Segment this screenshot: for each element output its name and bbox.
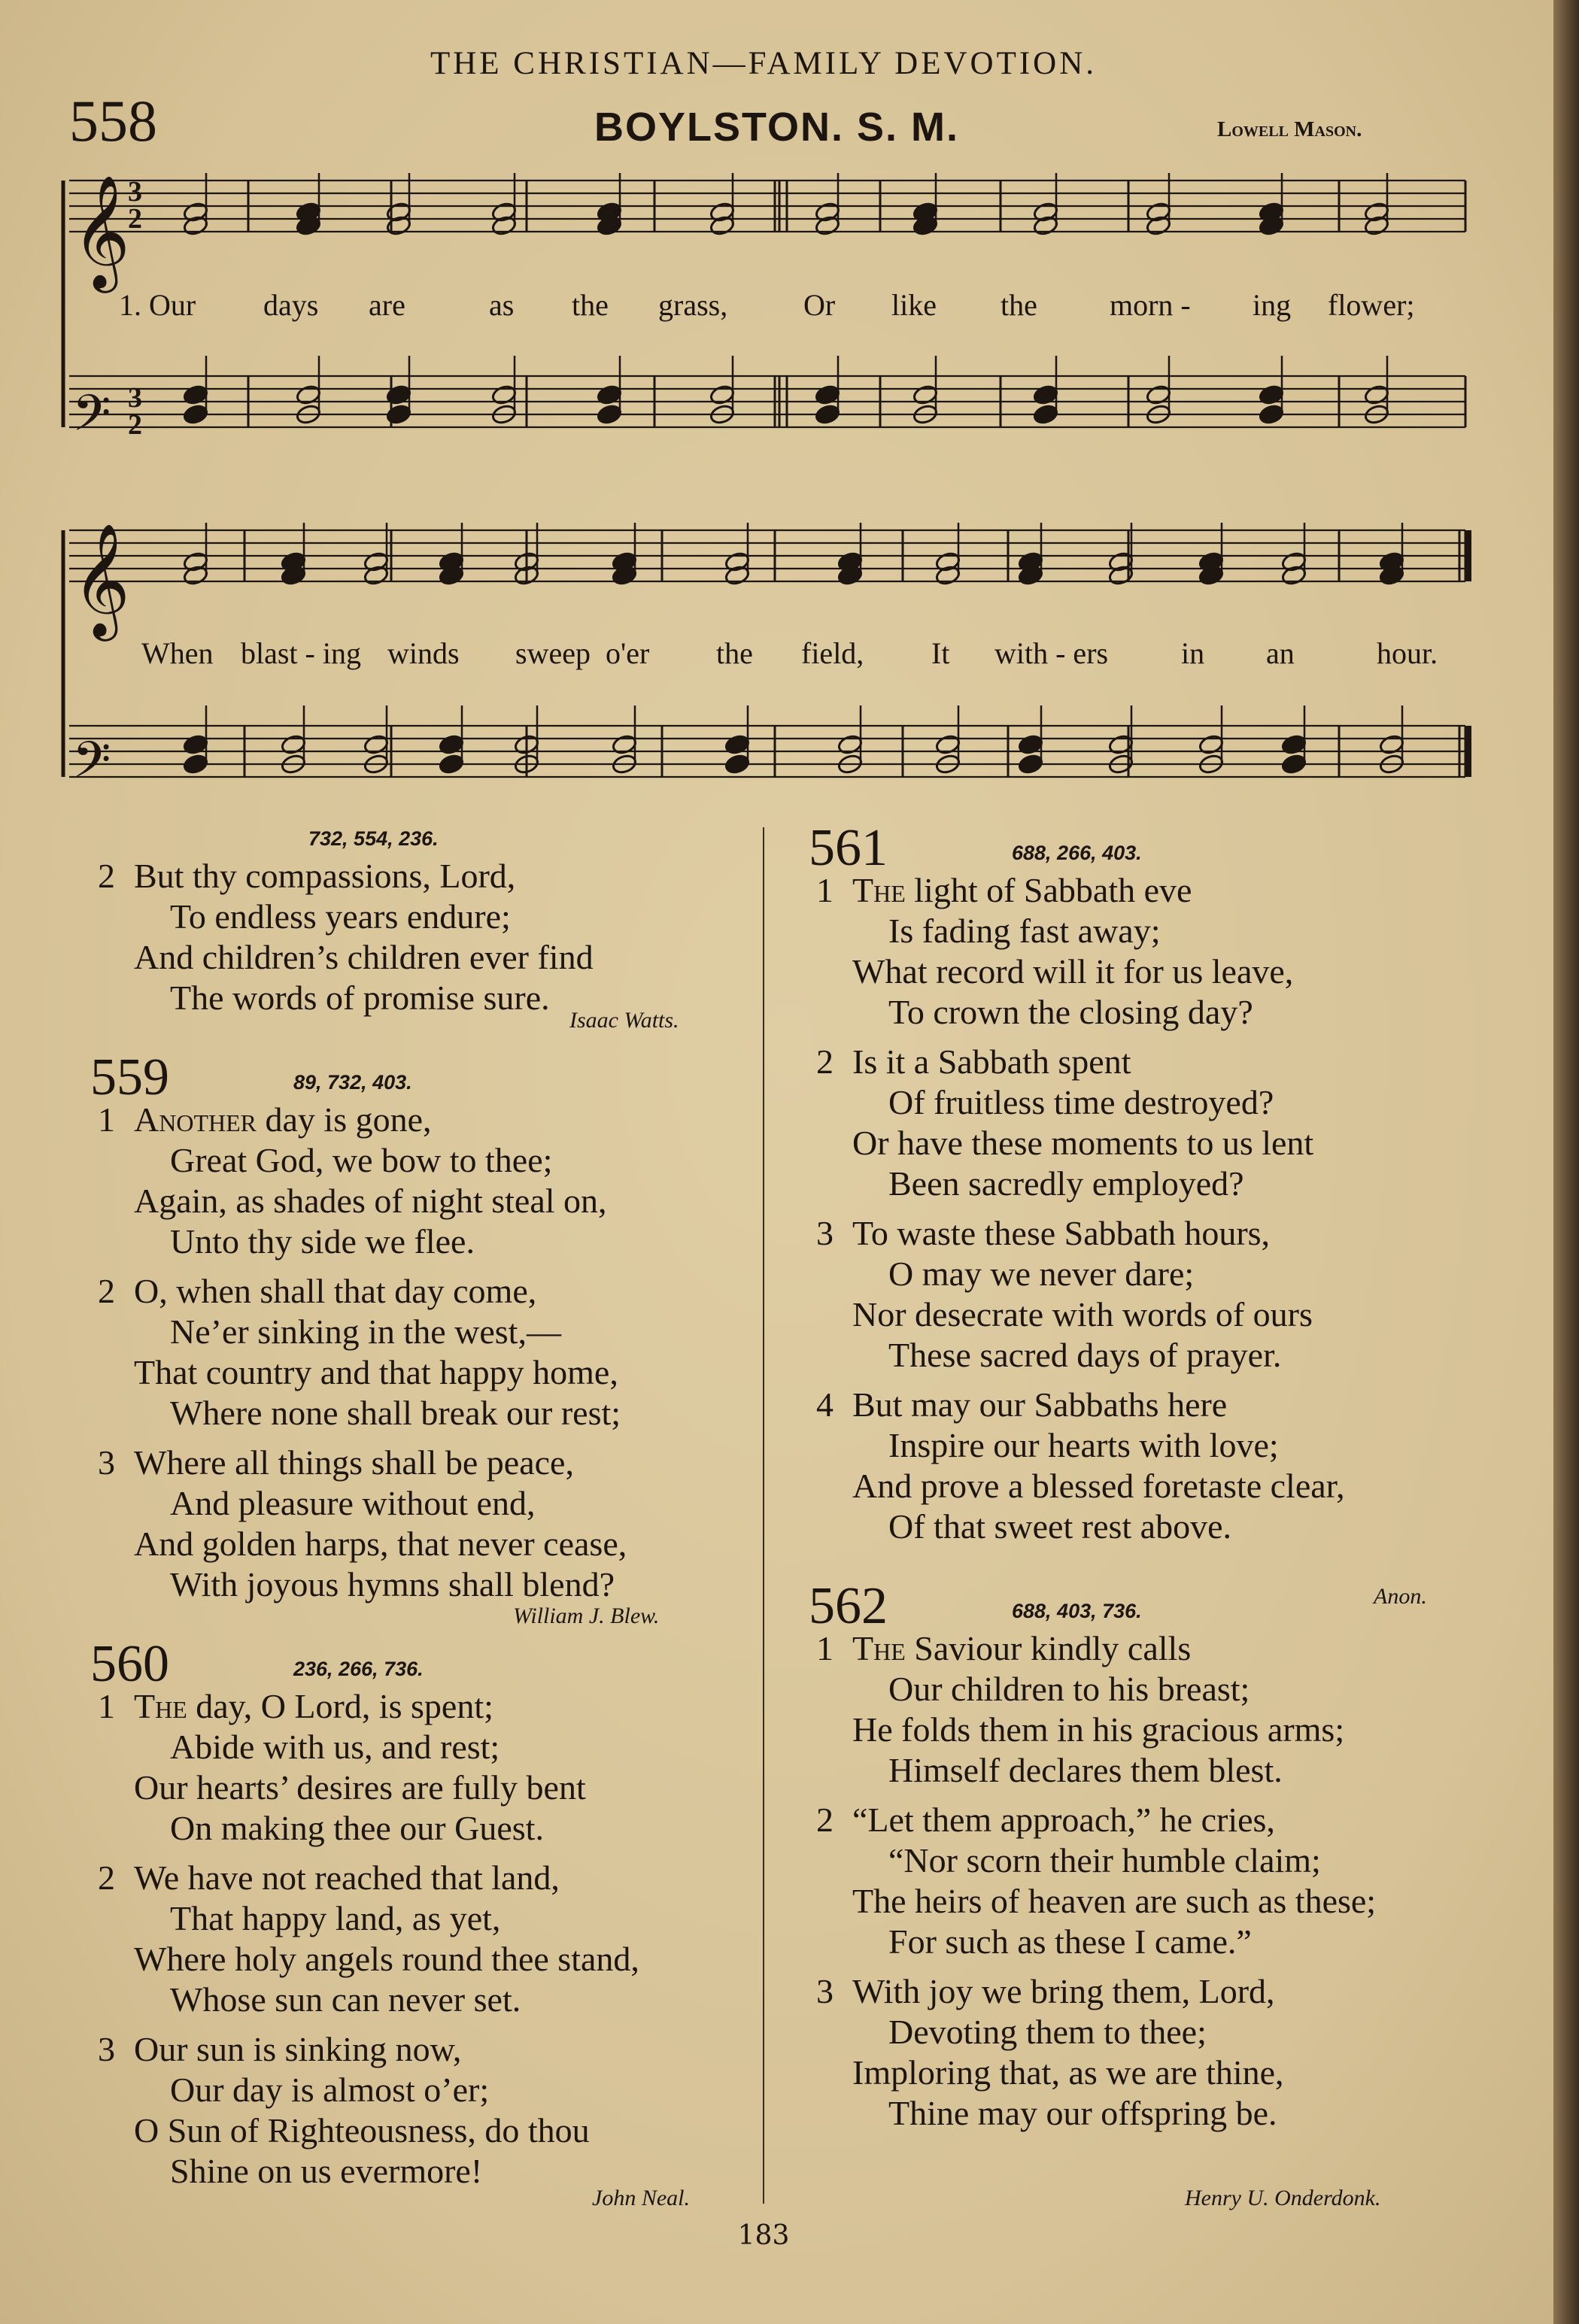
column-divider [763,827,764,2204]
line-text: Is it a Sabbath spent [852,1042,1131,1081]
note-head [724,733,750,755]
verse-number: 4 [816,1385,834,1424]
line-text: “Let them approach,” he cries, [852,1801,1275,1839]
note-head [182,753,208,775]
note-head [280,733,306,755]
stanza-line: Our hearts’ desires are fully bent [134,1768,586,1807]
note-head [490,384,517,405]
hymn-number-561: 561 [809,819,888,877]
lyric-syllable: grass, [658,288,728,322]
composer: Lowell Mason. [1217,117,1362,141]
hymn-number-562: 562 [809,1577,888,1635]
line-text: We have not reached that land, [134,1858,560,1897]
stanza-line: Where holy angels round thee stand, [134,1940,639,1978]
note-head [1198,733,1224,755]
note-head [385,403,411,425]
stanza-line: These sacred days of prayer. [888,1336,1282,1374]
stanza-line [98,1858,639,1898]
note-head [912,384,938,405]
lyric-syllable: morn - [1110,288,1191,322]
hymn-author: William J. Blew. [513,1603,660,1628]
verse-number: 2 [98,1272,115,1310]
tune-name: BOYLSTON. S. M. [594,105,960,150]
stanza-line [816,1385,1345,1425]
verse-number: 3 [98,2030,115,2068]
lyric-syllable: an [1266,636,1295,670]
note-head [611,733,637,755]
hymn-refs: 688, 266, 403. [1012,842,1142,864]
stanza-line [816,870,1293,911]
time-sig-top-bass: 3 [128,382,142,414]
note-head [295,384,321,405]
verse-number: 2 [98,857,115,895]
verse-number: 1 [816,1629,834,1667]
stanza-line: Of that sweet rest above. [888,1507,1232,1546]
lyric-syllable: field, [801,636,864,670]
stanza-line [816,1042,1313,1082]
stanza-line: That country and that happy home, [134,1353,618,1391]
line-text: Our sun is sinking now, [134,2030,462,2068]
lyric-syllable: hour. [1377,636,1438,670]
stanza-line: O may we never dare; [888,1255,1195,1293]
note-head [1258,403,1284,425]
note-head [1032,403,1058,425]
verse-number: 2 [816,1801,834,1839]
line-text: But may our Sabbaths here [852,1385,1228,1424]
stanza-line [98,1271,621,1312]
lyric-syllable: When [141,636,214,670]
note-head [182,403,208,425]
stanza-line: Where none shall break our rest; [170,1394,621,1432]
treble-clef-icon: 𝄞 [72,174,130,288]
note-head [1017,753,1043,775]
note-head [1280,753,1307,775]
stanza-line: With joyous hymns shall blend? [170,1565,615,1603]
stanza-line: And pleasure without end, [170,1484,536,1522]
staff-lines [69,181,1465,777]
lyric-syllable: o'er [606,636,650,670]
hymn-number-560: 560 [90,1635,169,1693]
line-text: To waste these Sabbath hours, [852,1214,1271,1252]
first-word: The [134,1687,187,1725]
first-word: The [852,871,906,909]
lyric-syllable: with - ers [994,636,1109,670]
stanza [98,856,594,1018]
stanza-line [98,1443,627,1483]
verse-number: 1 [98,1100,115,1139]
stanza-line: Ne’er sinking in the west,— [170,1312,561,1351]
line-text: O, when shall that day come, [134,1272,537,1310]
stanza-line: Of fruitless time destroyed? [888,1083,1274,1121]
lyric-syllable: flower; [1328,288,1415,322]
treble-clef-icon-2: 𝄞 [72,522,130,636]
clefs [72,174,130,801]
note-head [814,403,840,425]
note-head [1258,384,1284,405]
line-text: Where all things shall be peace, [134,1443,574,1482]
stanza-line: Shine on us evermore! [170,2152,483,2190]
line-text: day is gone, [257,1100,432,1139]
stanza-line [816,1800,1376,1840]
note-head [1032,384,1058,405]
stanza-line: Whose sun can never set. [170,1980,521,2019]
hymn-refs: 236, 266, 736. [293,1658,424,1680]
stanza [98,1686,586,1849]
line-text: Saviour kindly calls [905,1629,1192,1667]
note-head [724,753,750,775]
stanza-line: Our children to his breast; [888,1670,1250,1708]
lyric-syllable: the [1001,288,1037,322]
note-head [709,384,735,405]
stanza-line: The words of promise sure. [170,978,550,1017]
hymn-author: Isaac Watts. [569,1008,679,1033]
first-word: The [852,1629,906,1667]
note-head [363,733,389,755]
lyric-syllable: sweep [515,636,591,670]
stanza-line: To crown the closing day? [888,993,1253,1031]
line-text: light of Sabbath eve [905,871,1192,909]
stanza [816,1800,1376,1962]
note-head [814,384,840,405]
note-head [596,403,622,425]
note-head [1378,733,1404,755]
stanza-line: Himself declares them blest. [888,1751,1283,1789]
stanza [98,1858,639,2020]
line-text: With joy we bring them, Lord, [852,1972,1275,2010]
lyric-syllable: blast - ing [241,636,361,670]
hymn-author: Henry U. Onderdonk. [1185,2186,1381,2210]
stanza [816,1213,1313,1376]
stanza-line [98,2029,590,2070]
running-head: THE CHRISTIAN—FAMILY DEVOTION. [430,46,1098,81]
stanza-line: Again, as shades of night steal on, [134,1182,607,1220]
stanza [98,1443,627,1605]
verse-number: 2 [816,1042,834,1081]
lyric-syllable: Or [803,288,836,322]
stanza [816,1042,1313,1204]
stanza-line: Or have these moments to us lent [852,1124,1314,1162]
bass-clef-icon-2: 𝄢 [72,731,111,801]
lyric-syllable: ing [1253,288,1292,322]
stanza-line: Unto thy side we flee. [170,1222,475,1261]
note-head [1280,733,1307,755]
note-head [182,733,208,755]
stanza-line: “Nor scorn their humble claim; [888,1841,1321,1880]
stanza-line [816,1628,1344,1669]
line-text: day, O Lord, is spent; [187,1687,493,1725]
stanza-line [816,1971,1284,2012]
stanza-line: Is fading fast away; [888,912,1161,950]
stanza [816,1628,1344,1791]
noteheads [182,173,1404,775]
note-head [182,384,208,405]
stanza-line [816,1213,1313,1254]
lyric-syllable: in [1181,636,1205,670]
stanza [816,870,1293,1033]
hymn-refs: 732, 554, 236. [308,827,439,850]
note-head [934,733,961,755]
stanza-line: Nor desecrate with words of ours [852,1295,1313,1333]
verse-number: 3 [816,1972,834,2010]
line-text: But thy compassions, Lord, [134,857,516,895]
hymn-author: Anon. [1374,1584,1427,1609]
stanza-line: Devoting them to thee; [888,2013,1207,2051]
stanza-line: The heirs of heaven are such as these; [852,1882,1377,1920]
hymn-refs: 688, 403, 736. [1012,1600,1142,1622]
note-head [438,753,464,775]
stanza-line: Thine may our offspring be. [888,2094,1277,2132]
stanza-line: To endless years endure; [170,897,511,936]
barlines [63,181,1468,777]
lyric-syllable: the [572,288,609,322]
music-score [0,0,1579,827]
verse-number: 3 [98,1443,115,1482]
note-head [1107,733,1134,755]
stanza-line: For such as these I came.” [888,1922,1252,1961]
stanza-line: And golden harps, that never cease, [134,1525,627,1563]
stanza-line: Imploring that, as we are thine, [852,2053,1284,2092]
lyric-syllable: winds [387,636,460,670]
stanza-line: O Sun of Righteousness, do thou [134,2111,590,2150]
bass-clef-icon: 𝄢 [72,384,111,454]
stanza-line: And children’s children ever find [134,938,594,976]
stanza-line: Inspire our hearts with love; [888,1426,1279,1464]
hymn-number-558: 558 [69,88,157,153]
time-sig-bot-treble: 2 [128,203,142,235]
note-head [596,384,622,405]
stanza [816,1971,1284,2134]
note-head [837,733,863,755]
stanza-line: Great God, we bow to thee; [170,1141,553,1179]
verse-number: 3 [816,1214,834,1252]
stanza-line: That happy land, as yet, [170,1899,501,1937]
note-head [1017,733,1043,755]
hymn-author: John Neal. [592,2186,690,2210]
stanza-line: Our day is almost o’er; [170,2071,490,2109]
stanza [98,1100,607,1262]
lyric-syllable: as [489,288,515,322]
stanza-line: Abide with us, and rest; [170,1728,500,1766]
lyric-syllable: like [891,288,937,322]
stanza-line [98,1686,586,1727]
lyric-syllable: 1. Our [119,288,196,322]
time-sig-bot-bass: 2 [128,409,142,441]
hymn-refs: 89, 732, 403. [293,1071,412,1094]
note-head [438,733,464,755]
time-sig-top-treble: 3 [128,176,142,208]
lyric-syllable: are [369,288,405,322]
hymn-number-559: 559 [90,1048,169,1106]
verse-number: 2 [98,1858,115,1897]
stanza-line: Been sacredly employed? [888,1164,1244,1203]
first-word: Another [134,1100,257,1139]
verse-number: 1 [816,871,834,909]
verse-number: 1 [98,1687,115,1725]
stanza-line: What record will it for us leave, [852,952,1294,991]
stanza-line: On making thee our Guest. [170,1809,544,1847]
note-head [385,384,411,405]
note-head [1363,384,1389,405]
lyric-syllable: It [931,636,950,670]
lyric-syllable: days [263,288,319,322]
note-head [1145,384,1171,405]
lyric-syllable: the [716,636,753,670]
stanza-line: And prove a blessed foretaste clear, [852,1467,1345,1505]
stanza-line [98,856,594,897]
stanza [816,1385,1345,1547]
page-number: 183 [737,2220,790,2251]
stanza [98,1271,621,1434]
stanza [98,2029,590,2192]
stanza-line: He folds them in his gracious arms; [852,1710,1345,1749]
stanza-line [98,1100,607,1140]
